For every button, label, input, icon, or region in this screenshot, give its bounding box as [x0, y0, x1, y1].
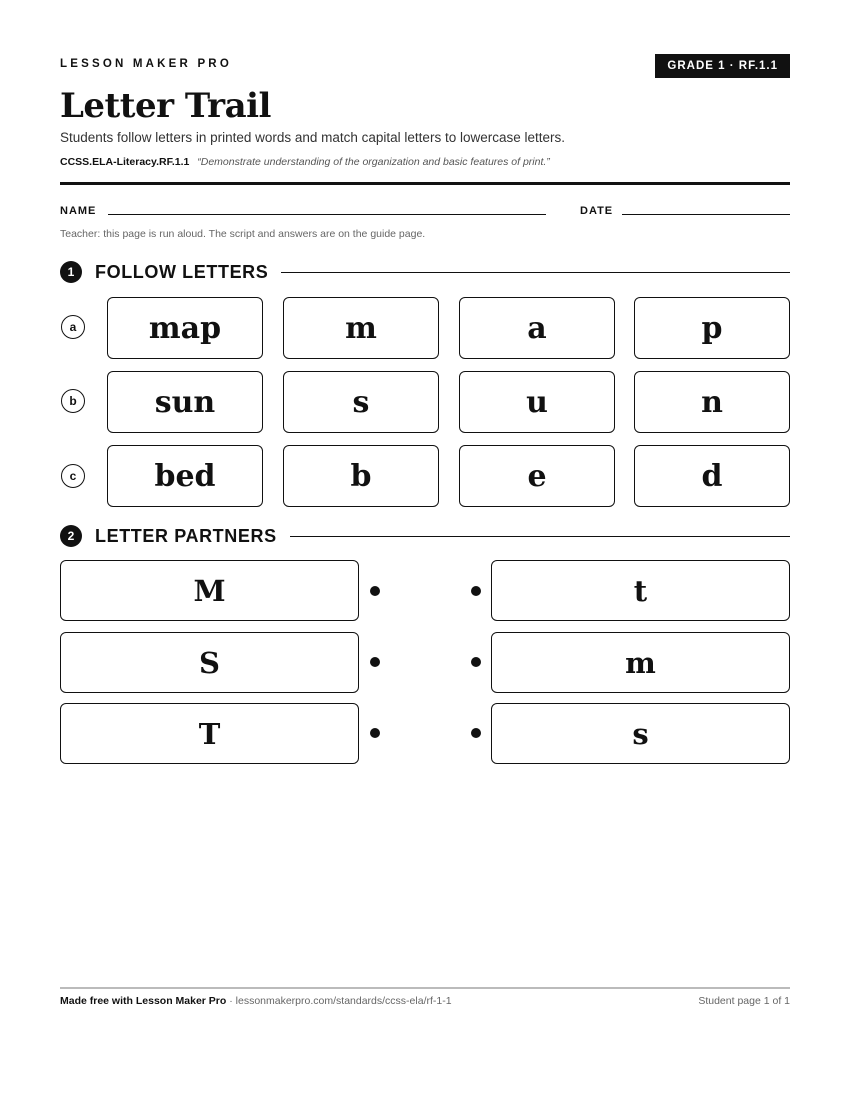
section-letter-partners	[60, 524, 790, 548]
header-rule	[60, 182, 790, 185]
row-marker-a: a	[61, 315, 85, 339]
footer-credit	[60, 995, 452, 1007]
row-marker-c: c	[61, 464, 85, 488]
match-dot-left[interactable]	[370, 728, 380, 738]
footer-separator: ·	[229, 995, 233, 1007]
standard-quote: “Demonstrate understanding of the organization and basic features of print.”	[197, 156, 550, 168]
word-box[interactable]: sun	[107, 371, 263, 433]
letter-box[interactable]: u	[459, 371, 615, 433]
standard-code: CCSS.ELA-Literacy.RF.1.1	[60, 156, 190, 168]
section-number: 2	[60, 525, 82, 547]
page-subtitle: Students follow letters in printed words and match capital letters to lowercase letters.	[60, 130, 565, 145]
footer-page-number: Student page 1 of 1	[698, 995, 790, 1007]
letter-box[interactable]: p	[634, 297, 790, 359]
lowercase-letter-card[interactable]: m	[491, 632, 790, 693]
section-follow-letters	[60, 260, 790, 284]
lowercase-letter-card[interactable]: t	[491, 560, 790, 621]
letter-box[interactable]: a	[459, 297, 615, 359]
letter-box[interactable]: s	[283, 371, 439, 433]
match-dot-right[interactable]	[471, 586, 481, 596]
standard-line	[60, 156, 550, 168]
date-field[interactable]	[622, 214, 790, 215]
footer-brand: Made free with Lesson Maker Pro	[60, 995, 227, 1007]
brand-name: LESSON MAKER PRO	[60, 58, 232, 70]
name-label: NAME	[60, 205, 97, 217]
letter-box[interactable]: b	[283, 445, 439, 507]
word-box[interactable]: bed	[107, 445, 263, 507]
letter-box[interactable]: n	[634, 371, 790, 433]
letter-box[interactable]: d	[634, 445, 790, 507]
word-box[interactable]: map	[107, 297, 263, 359]
capital-letter-card[interactable]: T	[60, 703, 359, 764]
grade-badge: GRADE 1 · RF.1.1	[655, 54, 790, 78]
match-dot-right[interactable]	[471, 728, 481, 738]
section-title: LETTER PARTNERS	[95, 525, 277, 546]
section-number: 1	[60, 261, 82, 283]
name-field[interactable]	[108, 214, 546, 215]
match-dot-left[interactable]	[370, 586, 380, 596]
section-rule	[281, 272, 790, 273]
section-rule	[290, 536, 790, 537]
footer-rule	[60, 987, 790, 989]
capital-letter-card[interactable]: S	[60, 632, 359, 693]
teacher-note: Teacher: this page is run aloud. The script and answers are on the guide page.	[60, 228, 426, 240]
lowercase-letter-card[interactable]: s	[491, 703, 790, 764]
capital-letter-card[interactable]: M	[60, 560, 359, 621]
match-dot-left[interactable]	[370, 657, 380, 667]
page-title: Letter Trail	[60, 86, 271, 126]
row-marker-b: b	[61, 389, 85, 413]
footer-url[interactable]: lessonmakerpro.com/standards/ccss-ela/rf-1-1	[235, 995, 452, 1007]
section-title: FOLLOW LETTERS	[95, 261, 269, 282]
date-label: DATE	[580, 205, 614, 217]
letter-box[interactable]: e	[459, 445, 615, 507]
letter-box[interactable]: m	[283, 297, 439, 359]
match-dot-right[interactable]	[471, 657, 481, 667]
